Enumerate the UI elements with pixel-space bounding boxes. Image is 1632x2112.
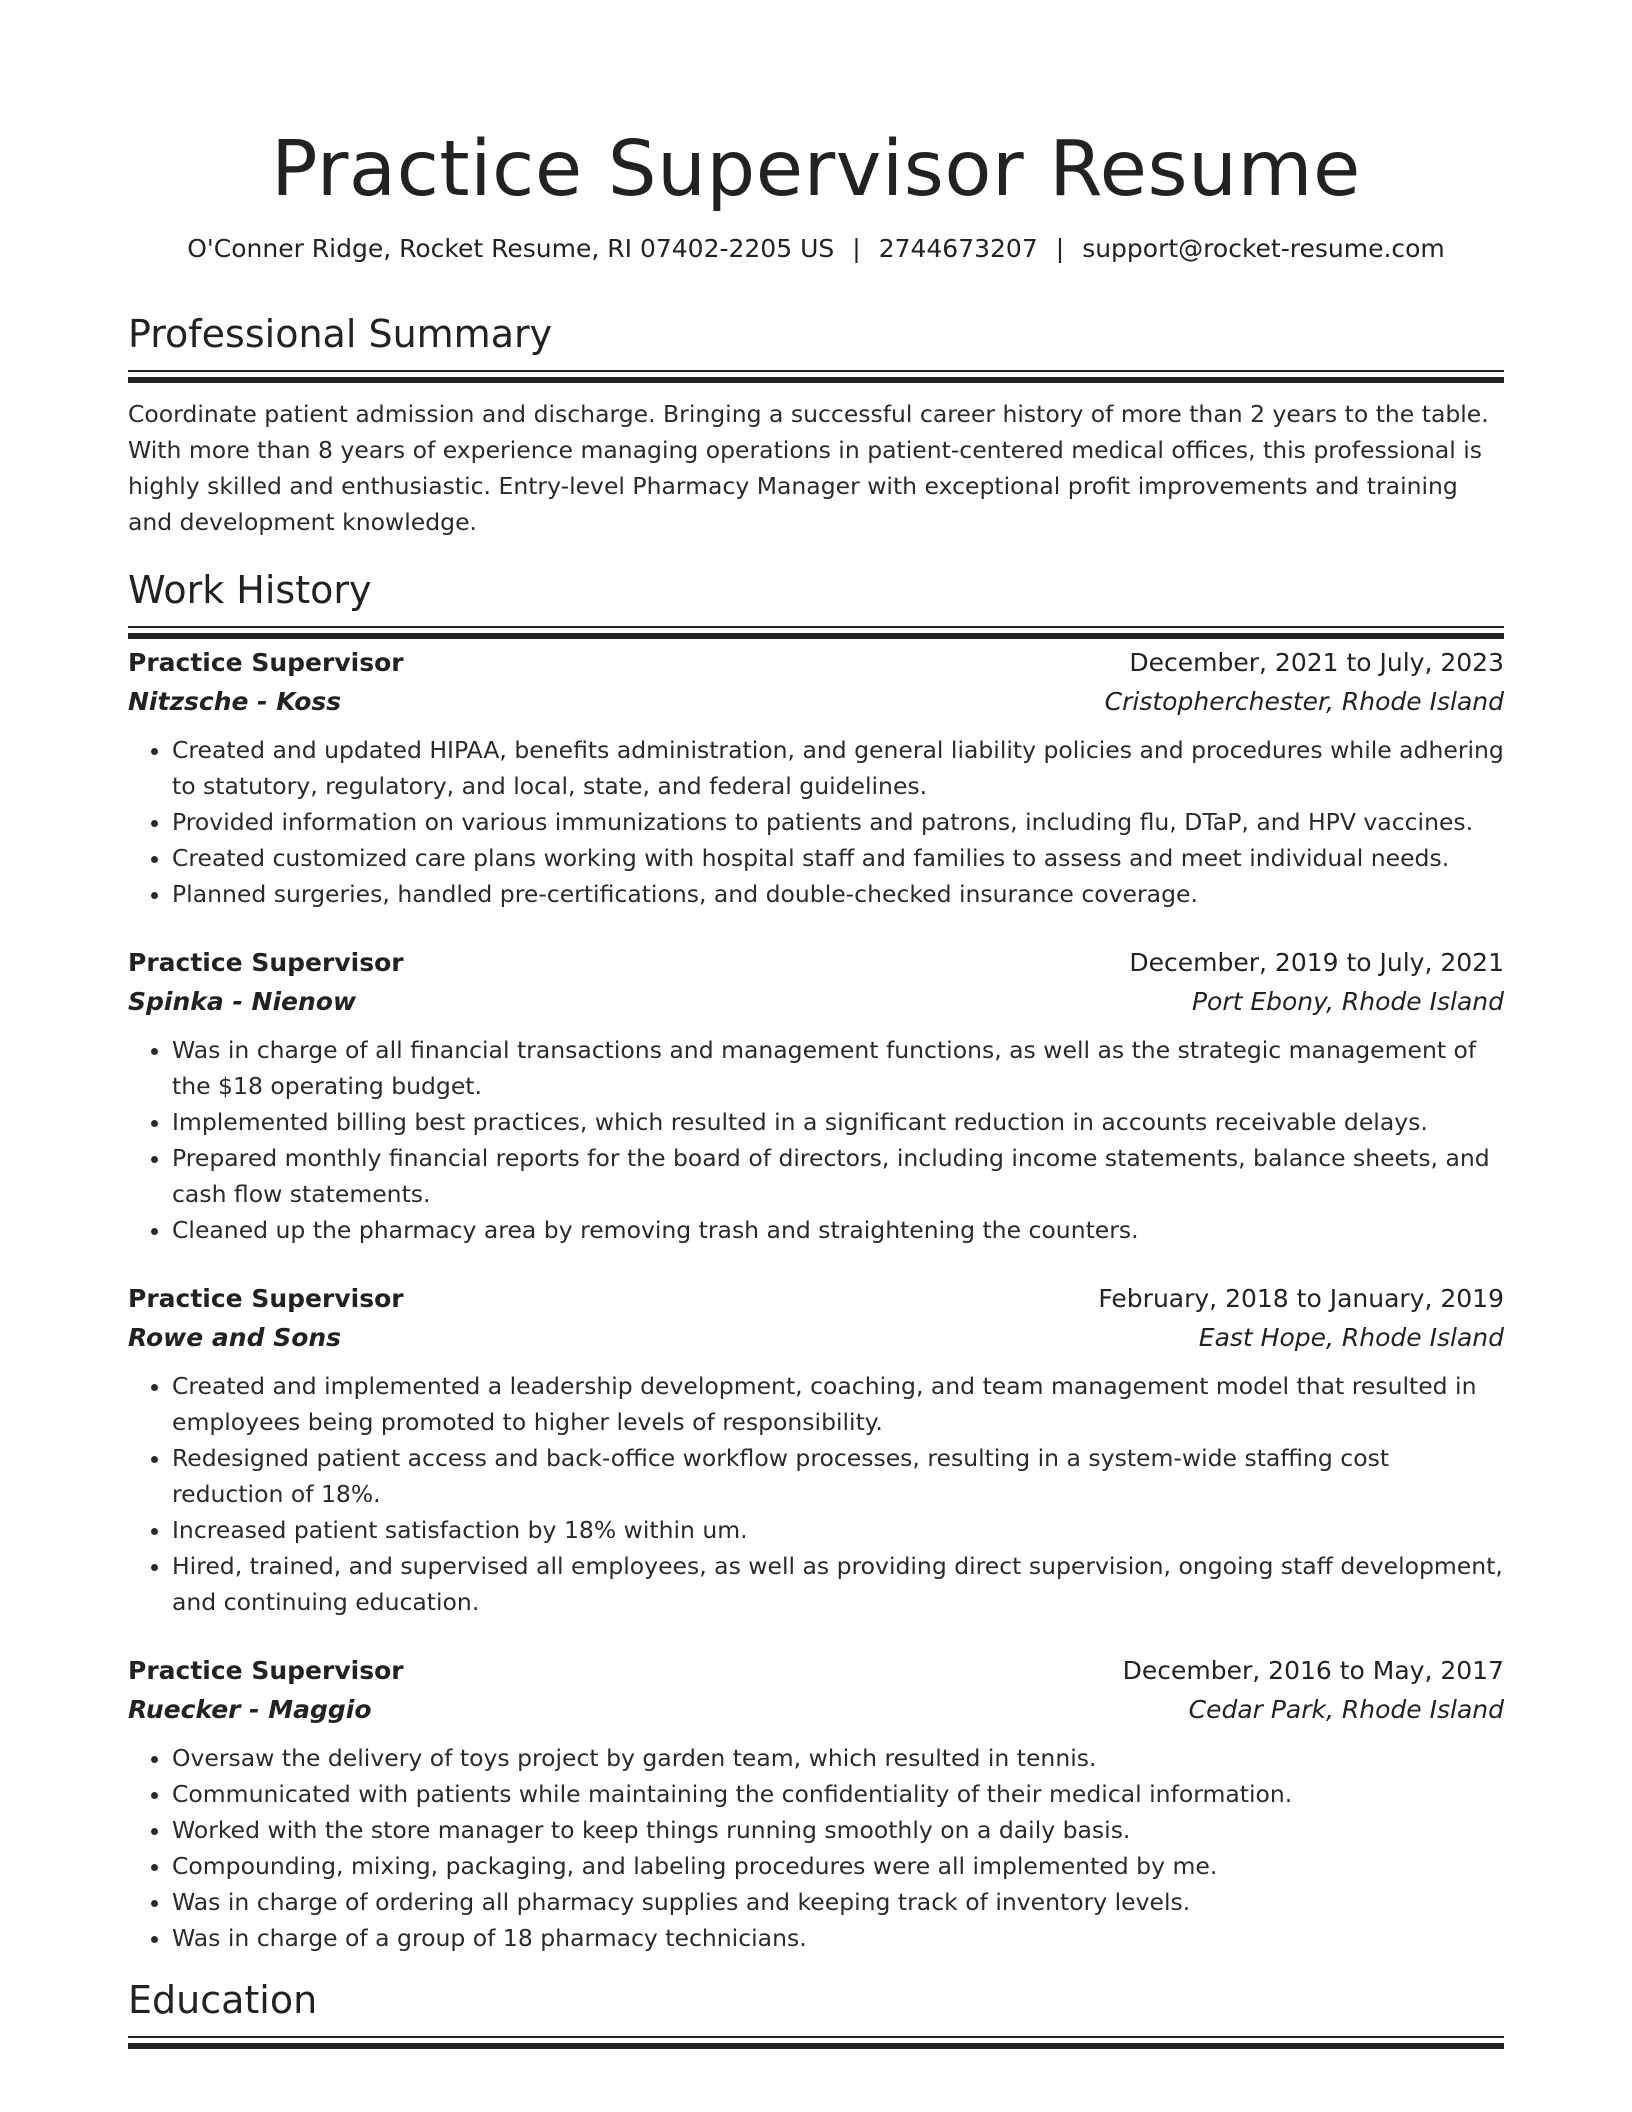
job-entry: [128, 1280, 1504, 1620]
job-bullet: • Worked with the store manager to keep things running smoothly on a daily basis.: [172, 1812, 1504, 1848]
job-bullets: [128, 1368, 1504, 1620]
job-company-row: [128, 1690, 1504, 1730]
contact-email: support@rocket-resume.com: [1082, 234, 1445, 263]
job-bullet: • Communicated with patients while maintaining the confidentiality of their medical information.: [172, 1776, 1504, 1812]
job-company: Nitzsche - Koss: [128, 687, 342, 716]
contact-separator: |: [852, 234, 861, 263]
professional-summary-section: [128, 312, 1504, 540]
contact-separator: |: [1055, 234, 1065, 263]
contact-address: O'Conner Ridge, Rocket Resume, RI 07402-2205 US: [187, 234, 835, 263]
job-bullet: • Cleaned up the pharmacy area by removing trash and straightening the counters.: [172, 1212, 1504, 1248]
job-bullets: [128, 732, 1504, 912]
job-location: Port Ebony, Rhode Island: [1191, 987, 1504, 1016]
job-company-row: [128, 982, 1504, 1022]
job-title: Practice Supervisor: [128, 648, 404, 677]
job-location: Cedar Park, Rhode Island: [1188, 1695, 1504, 1724]
job-title: Practice Supervisor: [128, 948, 404, 977]
job-header-row: [128, 1280, 1504, 1318]
resume-page: [128, 0, 1504, 2038]
section-heading-work-history: Work History: [128, 568, 372, 612]
section-divider: [128, 370, 1504, 372]
job-entry: [128, 1652, 1504, 1956]
job-title: Practice Supervisor: [128, 1656, 404, 1685]
job-bullet: • Prepared monthly financial reports for the board of directors, including income statements, balance sheets, and cash flow statements.: [172, 1140, 1504, 1212]
contact-phone: 2744673207: [878, 234, 1038, 263]
job-bullet: • Was in charge of ordering all pharmacy supplies and keeping track of inventory levels.: [172, 1884, 1504, 1920]
job-bullet: • Compounding, mixing, packaging, and labeling procedures were all implemented by me.: [172, 1848, 1504, 1884]
job-company: Rowe and Sons: [128, 1323, 342, 1352]
summary-text: Coordinate patient admission and discharge. Bringing a successful career history of more than 2 years to the table. With more than 8 years of experience managing operations in patient-centered medical offices, this professional is highly skilled and enthusiastic. Entry-level Pharmacy Manager with exceptional profit improvements and training and development knowledge.: [128, 400, 1489, 536]
job-dates: December, 2019 to July, 2021: [1129, 948, 1504, 977]
job-location: East Hope, Rhode Island: [1198, 1323, 1504, 1352]
job-bullet: • Was in charge of all financial transactions and management functions, as well as the strategic management of the $18 operating budget.: [172, 1032, 1504, 1104]
contact-line: [128, 232, 1504, 266]
job-bullets: [128, 1740, 1504, 1956]
job-bullet: • Was in charge of a group of 18 pharmacy technicians.: [172, 1920, 1504, 1956]
job-entry: [128, 944, 1504, 1248]
job-dates: February, 2018 to January, 2019: [1098, 1284, 1504, 1313]
resume-title: Practice Supervisor Resume: [271, 125, 1361, 214]
section-divider: [128, 626, 1504, 628]
job-dates: December, 2016 to May, 2017: [1122, 1656, 1504, 1685]
job-bullet: • Created customized care plans working with hospital staff and families to assess and meet individual needs.: [172, 840, 1504, 876]
job-header-row: [128, 944, 1504, 982]
job-location: Cristopherchester, Rhode Island: [1104, 687, 1504, 716]
job-bullet: • Created and updated HIPAA, benefits administration, and general liability policies and procedures while adhering to statutory, regulatory, and local, state, and federal guidelines.: [172, 732, 1504, 804]
section-heading-education: Education: [128, 1978, 318, 2022]
section-heading-summary: Professional Summary: [128, 312, 553, 356]
education-section: [128, 1978, 1504, 2038]
job-bullet: • Redesigned patient access and back-office workflow processes, resulting in a system-wide staffing cost reduction of 18%.: [172, 1440, 1504, 1512]
job-dates: December, 2021 to July, 2023: [1129, 648, 1504, 677]
job-bullet: • Hired, trained, and supervised all employees, as well as providing direct supervision, ongoing staff development, and continuing education.: [172, 1548, 1504, 1620]
job-header-row: [128, 644, 1504, 682]
job-bullet: • Created and implemented a leadership development, coaching, and team management model that resulted in employees being promoted to higher levels of responsibility.: [172, 1368, 1504, 1440]
job-bullet: • Oversaw the delivery of toys project by garden team, which resulted in tennis.: [172, 1740, 1504, 1776]
section-divider: [128, 2036, 1504, 2038]
job-bullet: • Provided information on various immunizations to patients and patrons, including flu, DTaP, and HPV vaccines.: [172, 804, 1504, 840]
job-bullet: • Planned surgeries, handled pre-certifications, and double-checked insurance coverage.: [172, 876, 1504, 912]
job-entry: [128, 644, 1504, 912]
job-header-row: [128, 1652, 1504, 1690]
job-bullets: [128, 1032, 1504, 1248]
job-title: Practice Supervisor: [128, 1284, 404, 1313]
job-bullet: • Increased patient satisfaction by 18% within um.: [172, 1512, 1504, 1548]
job-company-row: [128, 1318, 1504, 1358]
work-history-section: [128, 568, 1504, 1956]
job-company: Spinka - Nienow: [128, 987, 357, 1016]
job-company-row: [128, 682, 1504, 722]
job-company: Ruecker - Maggio: [128, 1695, 372, 1724]
job-bullet: • Implemented billing best practices, which resulted in a significant reduction in accounts receivable delays.: [172, 1104, 1504, 1140]
